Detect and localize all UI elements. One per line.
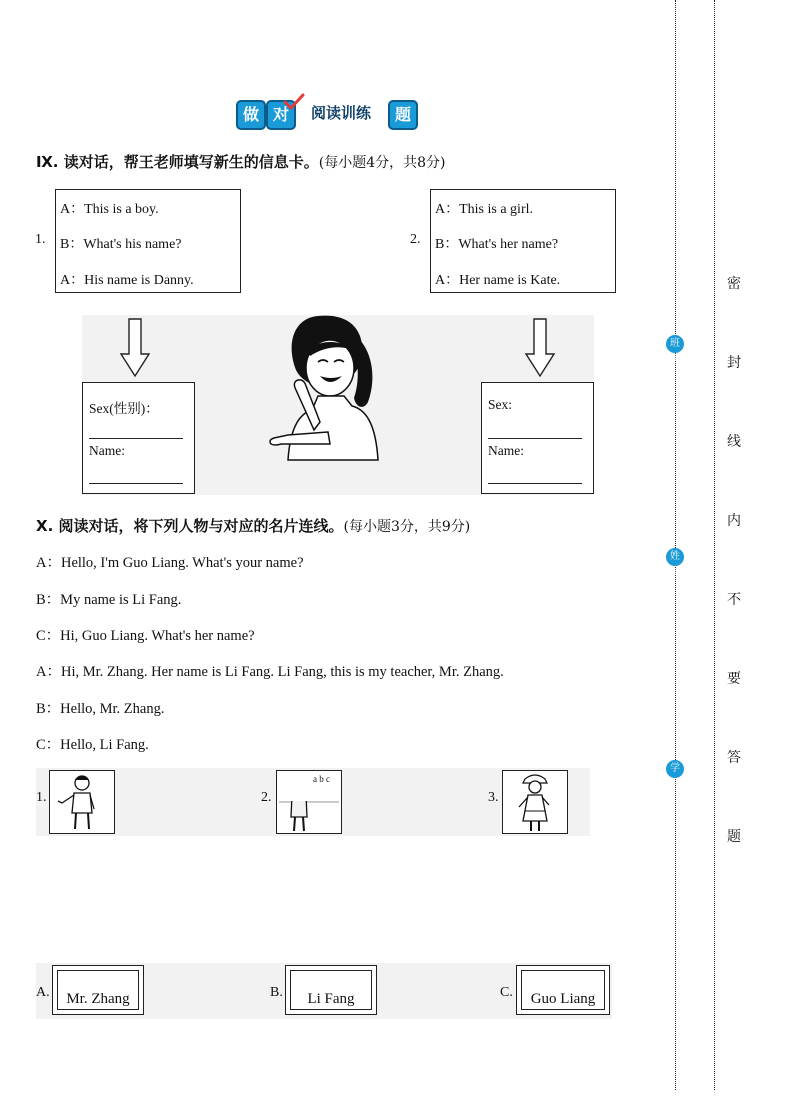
dialog-line: A：Hi, Mr. Zhang. Her name is Li Fang. Li Fang, this is my teacher, Mr. Zhang. <box>36 664 504 680</box>
dialog-1-box <box>55 189 241 293</box>
dialog-2-line: A：Her name is Kate. <box>435 273 561 288</box>
picture-1-boy <box>49 770 115 834</box>
binding-dot-3: 学号 <box>666 760 684 778</box>
name-card-c[interactable] <box>516 965 610 1015</box>
dialog-1-number: 1. <box>35 232 46 247</box>
banner-word-3: 题 <box>388 100 418 130</box>
section-10-title <box>36 515 470 536</box>
seal-char: 不 <box>727 592 741 608</box>
dialog-2-number: 2. <box>410 232 421 247</box>
name-card-b-text: Li Fang <box>307 991 355 1007</box>
picture-3-girl <box>502 770 568 834</box>
name-blank[interactable] <box>89 483 183 484</box>
section-9-heading: Ⅸ. 读对话，帮王老师填写新生的信息卡。 <box>36 153 319 171</box>
dialog-line: A：Hello, I'm Guo Liang. What's your name? <box>36 555 304 571</box>
picture-2-number: 2. <box>261 790 272 805</box>
card-c-letter: C. <box>500 985 513 1000</box>
picture-1-number: 1. <box>36 790 47 805</box>
down-arrow-icon <box>120 318 150 378</box>
name-card-a-text: Mr. Zhang <box>66 991 130 1007</box>
seal-char: 答 <box>727 750 741 766</box>
section-banner <box>236 97 418 129</box>
card-a-letter: A. <box>36 985 50 1000</box>
seal-char: 内 <box>727 513 741 529</box>
card-b-letter: B. <box>270 985 283 1000</box>
dialog-1-line: A：This is a boy. <box>60 202 159 217</box>
seal-char: 题 <box>727 829 741 845</box>
section-10-score-note: (每小题3分，共9分) <box>343 519 471 535</box>
dialog-line: B：My name is Li Fang. <box>36 592 182 608</box>
sex-label: Sex(性别)： <box>89 401 159 416</box>
name-blank[interactable] <box>488 483 582 484</box>
seal-char: 封 <box>727 355 741 371</box>
girl-figure-icon <box>503 771 567 833</box>
seal-char: 密 <box>727 276 741 292</box>
dialog-2-line: B：What's her name? <box>435 237 559 252</box>
boy-figure-icon <box>50 771 114 833</box>
seal-char: 线 <box>727 434 741 450</box>
sex-blank[interactable] <box>89 438 183 439</box>
banner-word-1: 做 <box>236 100 266 130</box>
sex-blank[interactable] <box>488 438 582 439</box>
dialog-1-line: B：What's his name? <box>60 237 182 252</box>
name-card-c-text: Guo Liang <box>530 991 596 1007</box>
dialog-line: B：Hello, Mr. Zhang. <box>36 701 165 717</box>
sex-label: Sex: <box>488 397 513 412</box>
picture-2-teacher <box>276 770 342 834</box>
teacher-illustration <box>268 310 393 469</box>
seal-char: 要 <box>727 671 741 687</box>
binding-line-inner <box>675 0 676 1090</box>
name-card-b[interactable] <box>285 965 377 1015</box>
binding-line-outer <box>714 0 715 1090</box>
down-arrow-icon <box>525 318 555 378</box>
dialog-2-line: A：This is a girl. <box>435 202 533 217</box>
info-card-2 <box>481 382 594 494</box>
binding-dot-2: 姓名 <box>666 548 684 566</box>
name-label: Name: <box>89 443 125 458</box>
binding-dot-1: 班级 <box>666 335 684 353</box>
picture-3-number: 3. <box>488 790 499 805</box>
dialog-2-box <box>430 189 616 293</box>
board-text: a b c <box>313 774 330 784</box>
name-card-a[interactable] <box>52 965 144 1015</box>
section-9-title <box>36 151 445 172</box>
dialog-line: C：Hi, Guo Liang. What's her name? <box>36 628 255 644</box>
dialog-line: C：Hello, Li Fang. <box>36 737 149 753</box>
dialog-1-line: A：His name is Danny. <box>60 273 194 288</box>
info-card-1 <box>82 382 195 494</box>
name-label: Name: <box>488 443 524 458</box>
banner-word-2: 对 <box>266 100 296 130</box>
banner-middle: 阅读训练 <box>310 104 371 122</box>
section-10-heading: Ⅹ. 阅读对话，将下列人物与对应的名片连线。 <box>36 517 344 535</box>
section-9-score-note: (每小题4分，共8分) <box>318 155 446 171</box>
